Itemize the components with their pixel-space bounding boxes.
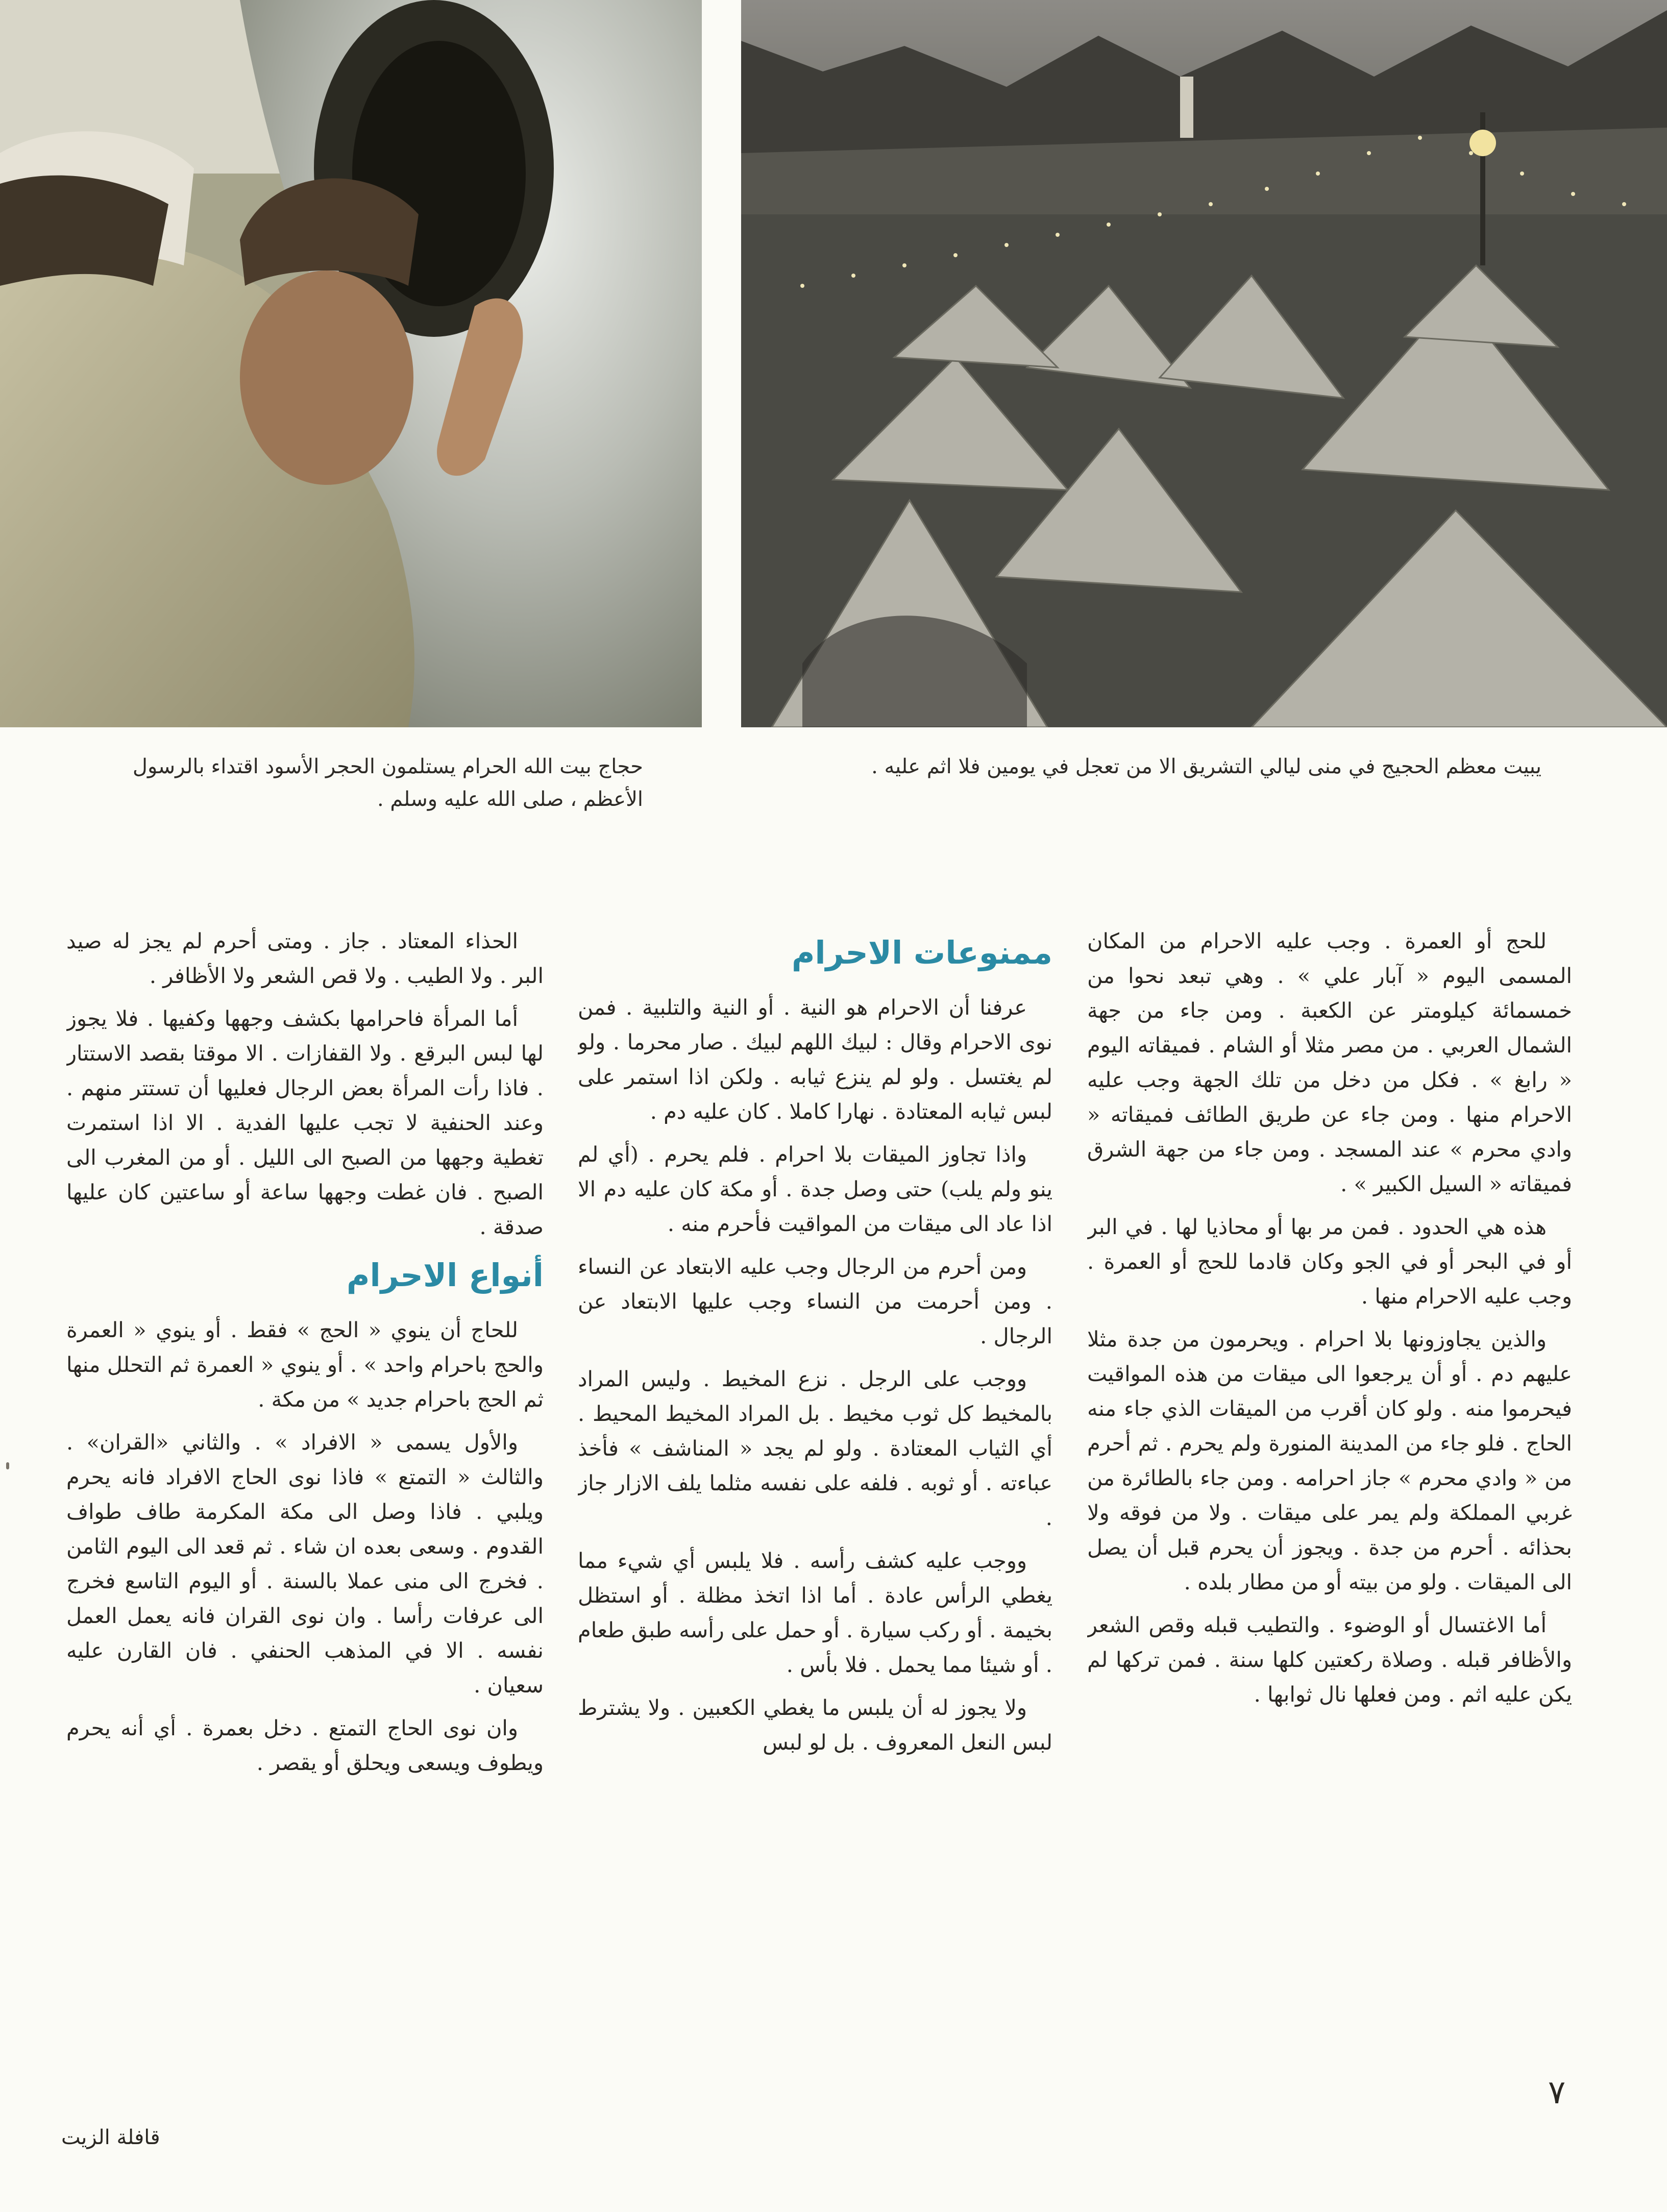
photo-illustration-left (0, 0, 702, 727)
paragraph: للحج أو العمرة . وجب عليه الاحرام من المكان المسمى اليوم « آبار علي » . وهي تبعد نحوا من خمسمائة كيلومتر عن الكعبة . ومن جاء من جهة الشمال العربي . من مصر مثلا أو الشام . فميقاته اليوم « رابغ » . فكل من دخل من تلك الجهة وجب عليه الاحرام منها . ومن جاء عن طريق الطائف فميقاته « وادي محرم » عند المسجد . ومن جاء من جهة الشرق فميقاته « السيل الكبير » . (1087, 928, 1572, 1196)
section-heading-prohibitions: ممنوعات الاحرام (791, 934, 1052, 971)
paragraph: وان نوى الحاج التمتع . دخل بعمرة . أي أنه يحرم ويطوف ويسعى ويحلق أو يقصر . (66, 1715, 544, 1775)
article-column-middle (578, 924, 1052, 2082)
margin-mark (6, 1462, 9, 1469)
paragraph: ومن أحرم من الرجال وجب عليه الابتعاد عن النساء . ومن أحرمت من النساء وجب عليها الابتعاد عن الرجال . (578, 1254, 1052, 1348)
article-column-right (1087, 924, 1572, 2082)
paragraph: أما المرأة فاحرامها بكشف وجهها وكفيها . فلا يجوز لها لبس البرقع . ولا القفازات . الا موقتا بقصد الاستتار . فاذا رأت المرأة بعض الرجال فعليها أن تستتر منهم . وعند الحنفية لا تجب عليها الفدية . الا اذا استمرت تغطية وجهها من الصبح الى الليل . أو من المغرب الى الصبح . فان غطت وجهها ساعة أو ساعتين كان عليها صدقة . (66, 1006, 544, 1239)
photo-caption-left: حجاج بيت الله الحرام يستلمون الحجر الأسود اقتداء بالرسول الأعظم ، صلى الله عليه وسلم . (132, 755, 643, 811)
mina-tents-photo (741, 0, 1667, 727)
paragraph: ولا يجوز له أن يلبس ما يغطي الكعبين . ولا يشترط لبس النعل المعروف . بل لو لبس (578, 1695, 1052, 1755)
paragraph: عرفنا أن الاحرام هو النية . أو النية والتلبية . فمن نوى الاحرام وقال : لبيك اللهم لبيك . صار محرما . ولو لم يغتسل . ولو لم ينزع ثيابه . ولكن اذا استمر على لبس ثيابه المعتادة . نهارا كاملا . كان عليه دم . (578, 995, 1052, 1124)
photo-caption-right: يبيت معظم الحجيج في منى ليالي التشريق الا من تعجل في يومين فلا اثم عليه . (871, 755, 1541, 778)
black-stone-photo (0, 0, 702, 727)
paragraph: أما الاغتسال أو الوضوء . والتطيب قبله وقص الشعر والأظافر قبله . وصلاة ركعتين كلها سنة . فمن تركها لم يكن عليه اثم . ومن فعلها نال ثوابها . (1087, 1612, 1572, 1707)
article-column-left (66, 924, 544, 2082)
paragraph: هذه هي الحدود . فمن مر بها أو محاذيا لها . في البر أو في البحر أو في الجو وكان قادما للحج أو العمرة . وجب عليه الاحرام منها . (1087, 1214, 1572, 1309)
paragraph: ووجب عليه كشف رأسه . فلا يلبس أي شيء مما يغطي الرأس عادة . أما اذا اتخذ مظلة . أو استظل بخيمة . أو ركب سيارة . أو حمل على رأسه طبق طعام . أو شيئا مما يحمل . فلا بأس . (578, 1548, 1052, 1677)
paragraph: ووجب على الرجل . نزع المخيط . وليس المراد بالمخيط كل ثوب مخيط . بل المراد المخيط المحيط . أي الثياب المعتادة . ولو لم يجد « المناشف » فأخذ عباءته . أو ثوبه . فلفه على نفسه مثلما يلف الازار جاز . (578, 1366, 1052, 1530)
section-heading-types: أنواع الاحرام (347, 1257, 544, 1294)
photo-illustration-right (741, 0, 1667, 727)
magazine-name: قافلة الزيت (61, 2126, 160, 2149)
paragraph: للحاج أن ينوي « الحج » فقط . أو ينوي « العمرة والحج باحرام واحد » . أو ينوي « العمرة ثم التحلل منها ثم الحج باحرام جديد » من مكة . (66, 1317, 544, 1412)
paragraph: واذا تجاوز الميقات بلا احرام . فلم يحرم . (أي لم ينو ولم يلب) حتى وصل جدة . أو مكة كان عليه دم الا اذا عاد الى ميقات من المواقيت فأحرم منه . (578, 1142, 1052, 1236)
paragraph: والذين يجاوزونها بلا احرام . ويحرمون من جدة مثلا عليهم دم . أو أن يرجعوا الى ميقات من هذه المواقيت فيحرموا منه . ولو كان أقرب من الميقات الذي جاء منه الحاج . فلو جاء من المدينة المنورة ولم يحرم . ثم أحرم من « وادي محرم » جاز احرامه . ومن جاء بالطائرة من غربي المملكة ولم يمر على ميقات . ولا من فوقه ولا بحذائه . أحرم من جدة . ويجوز أن يحرم قبل أن يصل الى الميقات . ولو من بيته أو من مطار بلده . (1087, 1326, 1572, 1594)
paragraph: والأول يسمى « الافراد » . والثاني «القران» . والثالث « التمتع » فاذا نوى الحاج الافراد فانه يحرم ويلبي . فاذا وصل الى مكة المكرمة طاف طواف القدوم . وسعى بعده ان شاء . ثم قعد الى اليوم الثامن . فخرج الى منى عملا بالسنة . أو اليوم التاسع فخرج الى عرفات رأسا . وان نوى القران فانه يعمل العمل نفسه . الا في المذهب الحنفي . فان القارن عليه سعيان . (66, 1430, 544, 1698)
paragraph: الحذاء المعتاد . جاز . ومتى أحرم لم يجز له صيد البر . ولا الطيب . ولا قص الشعر ولا الأظافر . (66, 928, 544, 988)
page-number: ٧ (1548, 2074, 1566, 2111)
